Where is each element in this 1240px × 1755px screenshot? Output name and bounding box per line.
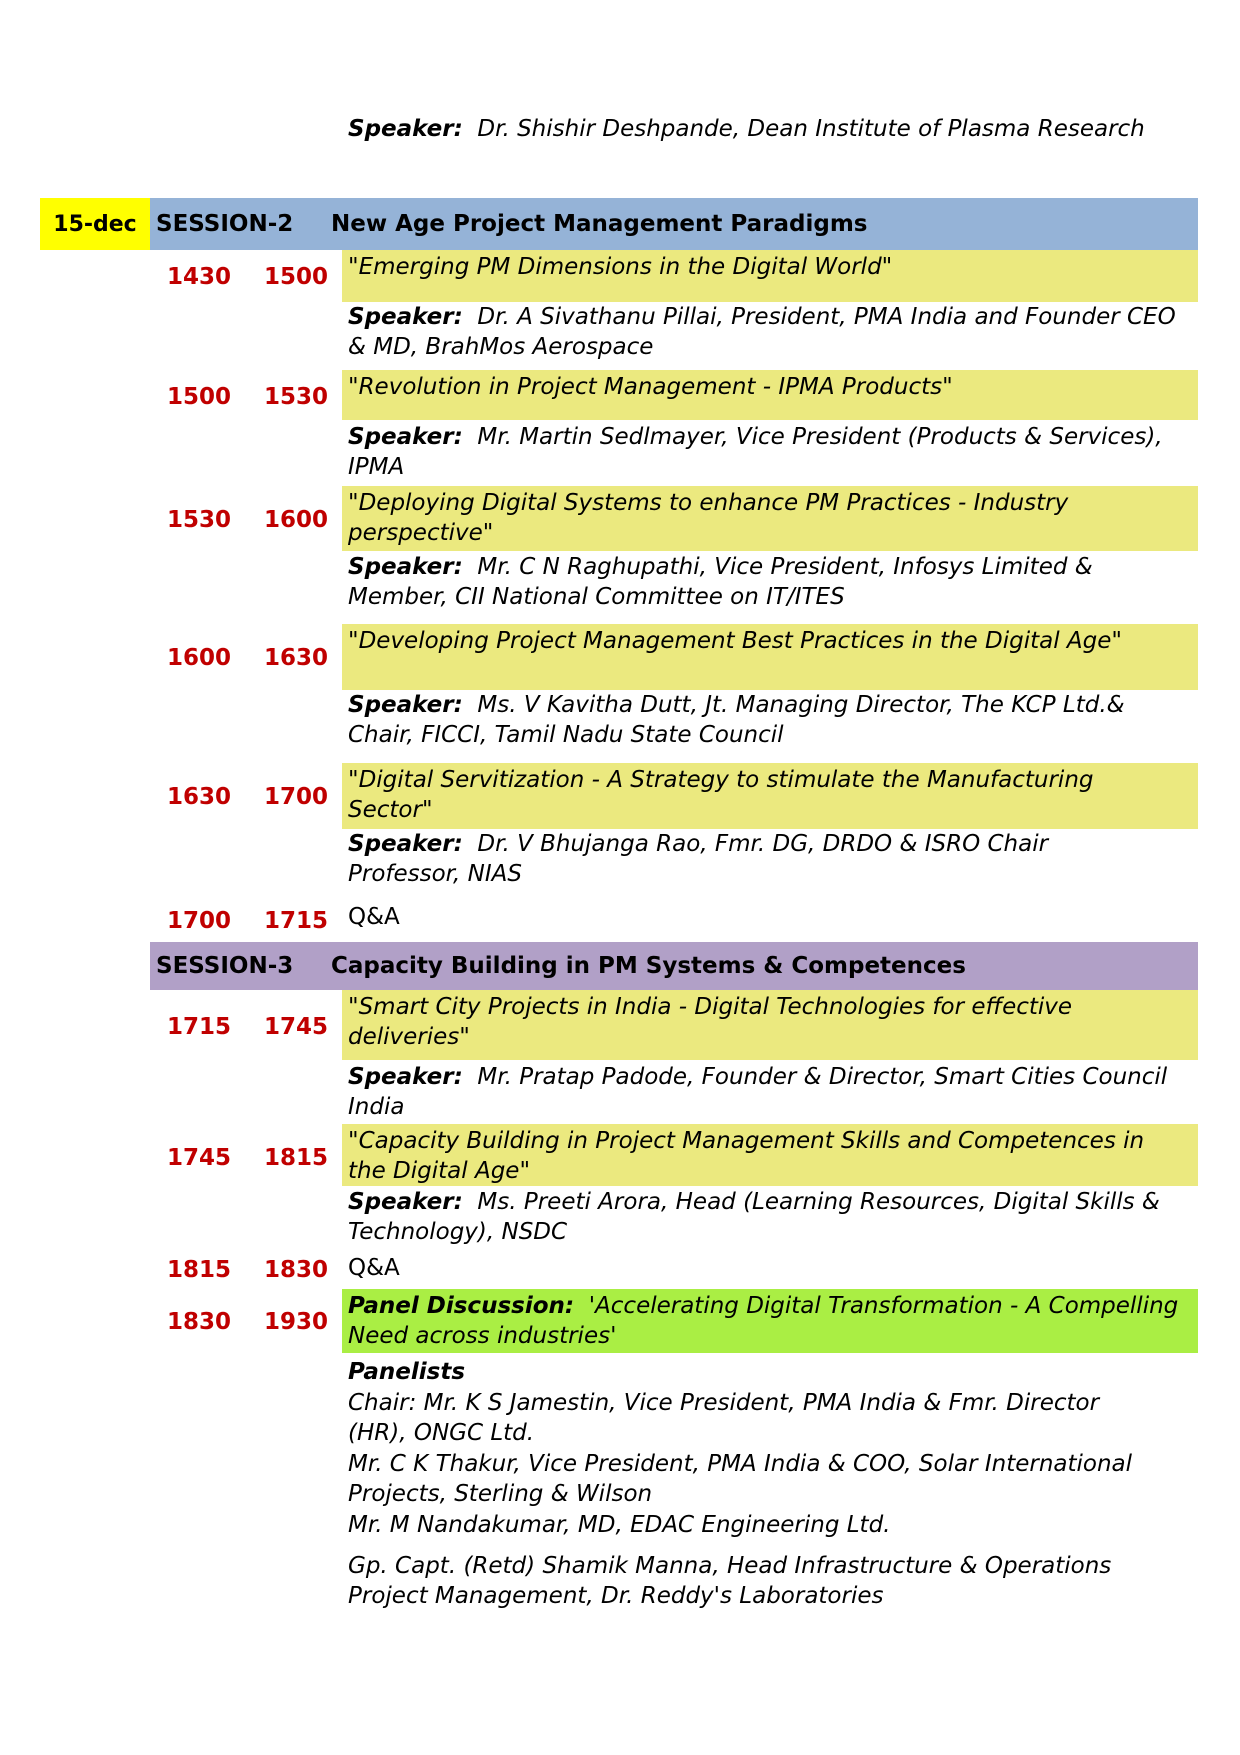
start-time: 1715 [167,1014,232,1040]
panelist: Chair: Mr. K S Jamestin, Vice President, PMA India & Fmr. Director (HR), ONGC Ltd. [348,1390,1100,1446]
speaker-label: Speaker: [348,692,463,718]
start-time: 1500 [167,384,232,410]
end-time: 1530 [264,384,329,410]
session-3-header [150,942,1198,990]
speaker-label: Speaker: [348,831,463,857]
speaker-label: Speaker: [348,116,463,142]
end-time: 1500 [264,264,329,290]
talk-title: "Emerging PM Dimensions in the Digital World" [348,254,893,280]
talk-speaker [348,552,1168,612]
start-time: 1700 [167,908,232,934]
talk-speaker [348,1062,1198,1122]
panel-topic: 'Accelerating Digital Transformation - A Compelling Need across industries' [348,1293,1179,1349]
talk-speaker [348,302,1198,362]
end-time: 1815 [264,1145,329,1171]
talk-title-box [342,990,1198,1060]
end-time: 1745 [264,1014,329,1040]
session-code: SESSION-2 [156,211,294,237]
qa-label: Q&A [348,1255,400,1281]
panelist: Gp. Capt. (Retd) Shamik Manna, Head Infrastructure & Operations Project Management, Dr. Reddy's Laboratories [348,1553,1112,1609]
end-time: 1700 [264,784,329,810]
talk-speaker [348,690,1168,750]
talk-title: "Developing Project Management Best Practices in the Digital Age" [348,628,1122,654]
session-2-header [150,198,1198,250]
end-time: 1930 [264,1309,329,1335]
start-time: 1530 [167,507,232,533]
talk-title: "Digital Servitization - A Strategy to stimulate the Manufacturing Sector" [348,767,1094,823]
talk-title-box [342,486,1198,551]
talk-speaker [348,829,1138,889]
speaker-label: Speaker: [348,1064,463,1090]
talk-speaker [348,1187,1198,1247]
talk-title: "Deploying Digital Systems to enhance PM Practices - Industry perspective" [348,490,1069,546]
panel-title [342,1289,1193,1351]
speaker-name: Dr. V Bhujanga Rao, Fmr. DG, DRDO & ISRO Chair Professor, NIAS [348,831,1049,887]
speaker-name: Dr. Shishir Deshpande, Dean Institute of Plasma Research [477,116,1145,142]
start-time: 1815 [167,1257,232,1283]
talk-title: "Revolution in Project Management - IPMA Products" [348,374,953,400]
talk-title-box [342,624,1198,690]
session-code: SESSION-3 [156,953,294,979]
speaker-label: Speaker: [348,1189,463,1215]
speaker-name: Mr. C N Raghupathi, Vice President, Infosys Limited & Member, CII National Committee on IT/ITES [348,554,1093,610]
qa-label: Q&A [348,904,400,930]
panelist: Mr. C K Thakur, Vice President, PMA India & COO, Solar International Projects, Sterling & Wilson [348,1451,1133,1507]
speaker-name: Ms. V Kavitha Dutt, Jt. Managing Director, The KCP Ltd.& Chair, FICCI, Tamil Nadu State Council [348,692,1125,748]
end-time: 1600 [264,507,329,533]
speaker-name: Ms. Preeti Arora, Head (Learning Resources, Digital Skills & Technology), NSDC [348,1189,1160,1245]
talk-title-box [342,250,1198,302]
speaker-name: Mr. Pratap Padode, Founder & Director, Smart Cities Council India [348,1064,1168,1120]
start-time: 1830 [167,1309,232,1335]
end-time: 1715 [264,908,329,934]
session-title: New Age Project Management Paradigms [331,211,868,237]
speaker-name: Mr. Martin Sedlmayer, Vice President (Products & Services), IPMA [348,424,1163,480]
talk-title-box [342,370,1198,420]
talk-title: "Capacity Building in Project Management Skills and Competences in the Digital Age" [348,1128,1145,1184]
panelists-heading: Panelists [348,1359,466,1385]
speaker-label: Speaker: [348,424,463,450]
start-time: 1745 [167,1145,232,1171]
end-time: 1830 [264,1257,329,1283]
start-time: 1600 [167,645,232,671]
day-badge: 15-dec [40,198,150,250]
end-time: 1630 [264,645,329,671]
start-time: 1630 [167,784,232,810]
speaker-name: Dr. A Sivathanu Pillai, President, PMA India and Founder CEO & MD, BrahMos Aerospace [348,304,1176,360]
talk-speaker [348,422,1198,482]
panel-title-box [342,1289,1198,1353]
talk-title: "Smart City Projects in India - Digital Technologies for effective deliveries" [348,994,1073,1050]
talk-title-box [342,763,1198,829]
talk-title-box [342,1124,1198,1186]
panel-label: Panel Discussion: [348,1293,575,1319]
start-time: 1430 [167,264,232,290]
panelist: Mr. M Nandakumar, MD, EDAC Engineering Ltd. [348,1512,891,1538]
speaker-label: Speaker: [348,554,463,580]
intro-speaker [348,114,1178,144]
speaker-label: Speaker: [348,304,463,330]
session-title: Capacity Building in PM Systems & Competences [331,953,966,979]
